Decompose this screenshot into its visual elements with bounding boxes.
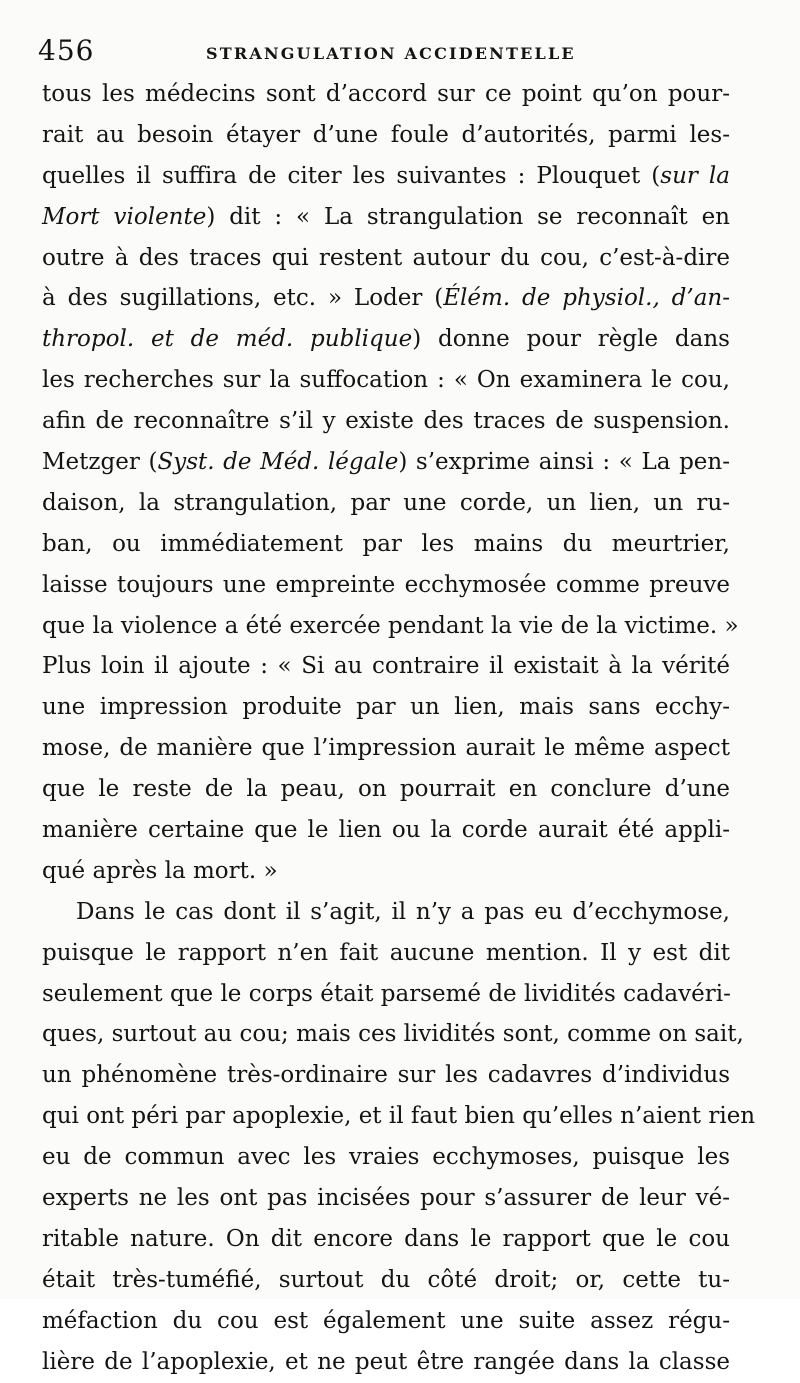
text-line: Mort violente) dit : « La strangulation se reconnaît en	[42, 203, 730, 230]
text-line: experts ne les ont pas incisées pour s’assurer de leur vé-	[42, 1185, 730, 1212]
text-line: thropol. et de méd. publique) donne pour règle dans	[42, 326, 730, 353]
text-line: Metzger (Syst. de Méd. légale) s’exprime ainsi : « La pen-	[42, 449, 730, 476]
text-line: Plus loin il ajoute : « Si au contraire il existait à la vérité	[42, 653, 730, 680]
italic-title: thropol. et de méd. publique	[42, 326, 413, 353]
text-line: rait au besoin étayer d’une foule d’autorités, parmi les-	[42, 121, 730, 148]
text-line: daison, la strangulation, par une corde, un lien, un ru-	[42, 489, 730, 516]
text-line: seulement que le corps était parsemé de lividités cadavéri-	[42, 980, 731, 1007]
text-line: était très-tuméfié, surtout du côté droit; or, cette tu-	[42, 1266, 730, 1293]
paragraph-start-line: Dans le cas dont il s’agit, il n’y a pas eu d’ecchymose,	[76, 898, 730, 925]
text-line: afin de reconnaître s’il y existe des traces de suspension.	[42, 408, 730, 435]
text-line: ban, ou immédiatement par les mains du meurtrier,	[42, 530, 730, 557]
text-line: tous les médecins sont d’accord sur ce point qu’on pour-	[42, 81, 730, 107]
italic-title: sur la	[660, 162, 730, 189]
body-text	[42, 74, 756, 1383]
italic-title: Mort violente	[42, 203, 207, 230]
text-line: une impression produite par un lien, mais sans ecchy-	[42, 694, 730, 721]
text-line: ques, surtout au cou; mais ces lividités sont, comme on sait,	[42, 1021, 744, 1048]
text-line: que la violence a été exercée pendant la vie de la victime. »	[42, 612, 739, 639]
text-line: méfaction du cou est également une suite assez régu-	[42, 1307, 730, 1334]
text-line: eu de commun avec les vraies ecchymoses, puisque les	[42, 1144, 730, 1171]
text-line: manière certaine que le lien ou la corde aurait été appli-	[42, 817, 730, 844]
text-line: mose, de manière que l’impression aurait le même aspect	[42, 735, 730, 762]
text-line: laisse toujours une empreinte ecchymosée comme preuve	[42, 571, 730, 598]
page-number: 456	[38, 34, 95, 67]
page-header	[38, 34, 738, 74]
italic-title: Syst. de Méd. légale	[157, 449, 399, 476]
text-line: les recherches sur la suffocation : « On examinera le cou,	[42, 367, 730, 394]
text-line: un phénomène très-ordinaire sur les cadavres d’individus	[42, 1062, 730, 1089]
text-line: qui ont péri par apoplexie, et il faut bien qu’elles n’aient rien	[42, 1103, 756, 1130]
text-line: à des sugillations, etc. » Loder (Élém. de physiol., d’an-	[42, 285, 730, 312]
text-line: lière de l’apoplexie, et ne peut être rangée dans la classe	[42, 1348, 730, 1375]
text-line: qué après la mort. »	[42, 857, 278, 884]
text-line: puisque le rapport n’en fait aucune mention. Il y est dit	[42, 939, 730, 966]
italic-title: Élém. de physiol., d’an-	[443, 285, 730, 312]
text-line: outre à des traces qui restent autour du cou, c’est-à-dire	[42, 244, 730, 271]
text-line: quelles il suffira de citer les suivantes : Plouquet (sur la	[42, 162, 730, 189]
running-title: STRANGULATION ACCIDENTELLE	[206, 44, 576, 63]
text-line: que le reste de la peau, on pourrait en conclure d’une	[42, 776, 730, 803]
text-line: ritable nature. On dit encore dans le rapport que le cou	[42, 1225, 730, 1252]
